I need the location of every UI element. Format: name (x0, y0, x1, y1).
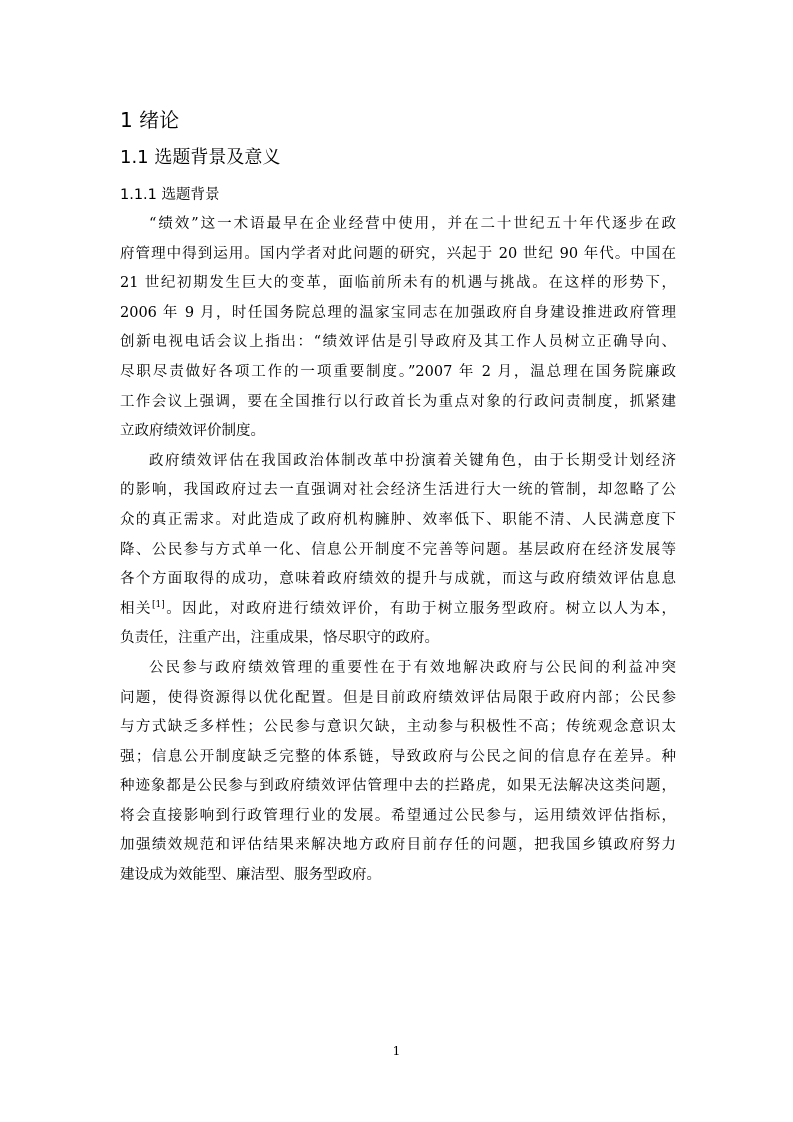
body-text (120, 210, 676, 891)
text-line: 工作会议上强调，要在全国推行以行政首长为重点对象的行政问责制度，抓紧建 (120, 393, 676, 410)
text-line: 加强绩效规范和评估结果来解决地方政府目前存任的问题，把我国乡镇政府努力 (120, 837, 676, 854)
text-line: 2006 年 9 月，时任国务院总理的温家宝同志在加强政府自身建设推进政府管理 (120, 304, 676, 321)
paragraph-3 (120, 654, 676, 891)
text-line: 问题，使得资源得以优化配置。但是目前政府绩效评估局限于政府内部；公民参 (120, 689, 676, 706)
text-line: 强；信息公开制度缺乏完整的体系链，导致政府与公民之间的信息存在差异。种 (120, 748, 676, 765)
text-segment: 。因此，对政府进行绩效评价，有助于树立服务型政府。树立以人为本， (164, 600, 677, 617)
text-segment: 相关 (120, 600, 152, 617)
citation-mark: [1] (151, 599, 165, 610)
text-line: 尽职尽责做好各项工作的一项重要制度。”2007 年 2 月，温总理在国务院廉政 (120, 363, 676, 380)
text-line: 公民参与政府绩效管理的重要性在于有效地解决政府与公民间的利益冲突 (149, 659, 676, 676)
text-line-with-citation (120, 595, 676, 625)
text-line: 种迹象都是公民参与到政府绩效评估管理中去的拦路虎，如果无法解决这类问题， (120, 778, 676, 795)
text-line: 将会直接影响到行政管理行业的发展。希望通过公民参与，运用绩效评估指标， (120, 807, 676, 824)
text-line: 创新电视电话会议上指出：“绩效评估是引导政府及其工作人员树立正确导向、 (120, 334, 676, 351)
subsection-heading: 1.1.1 选题背景 (120, 187, 220, 203)
text-line: 与方式缺乏多样性；公民参与意识欠缺，主动参与积极性不高；传统观念意识太 (120, 719, 676, 736)
text-line: 21 世纪初期发生巨大的变革，面临前所未有的机遇与挑战。在这样的形势下， (120, 275, 676, 292)
text-line: 建设成为效能型、廉洁型、服务型政府。 (120, 867, 381, 884)
text-line: 众的真正需求。对此造成了政府机构臃肿、效率低下、职能不清、人民满意度下 (120, 511, 676, 528)
text-line: 各个方面取得的成功，意味着政府绩效的提升与成就，而这与政府绩效评估息息 (120, 571, 676, 588)
paragraph-1 (120, 210, 676, 447)
text-line: 立政府绩效评价制度。 (120, 423, 265, 440)
text-line: 负责任，注重产出，注重成果，恪尽职守的政府。 (120, 630, 439, 647)
section-heading: 1.1 选题背景及意义 (120, 147, 281, 168)
chapter-heading: 1 绪论 (120, 108, 180, 132)
text-line: 府管理中得到运用。国内学者对此问题的研究，兴起于 20 世纪 90 年代。中国在 (120, 245, 676, 262)
text-line: “绩效”这一术语最早在企业经营中使用，并在二十世纪五十年代逐步在政 (149, 216, 676, 232)
text-line: 的影响，我国政府过去一直强调对社会经济生活进行大一统的管制，却忽略了公 (120, 482, 676, 499)
text-line: 政府绩效评估在我国政治体制改革中扮演着关键角色，由于长期受计划经济 (149, 452, 676, 469)
text-line: 降、公民参与方式单一化、信息公开制度不完善等问题。基层政府在经济发展等 (120, 541, 676, 558)
paragraph-2 (120, 447, 676, 654)
page-number: 1 (392, 1044, 401, 1058)
